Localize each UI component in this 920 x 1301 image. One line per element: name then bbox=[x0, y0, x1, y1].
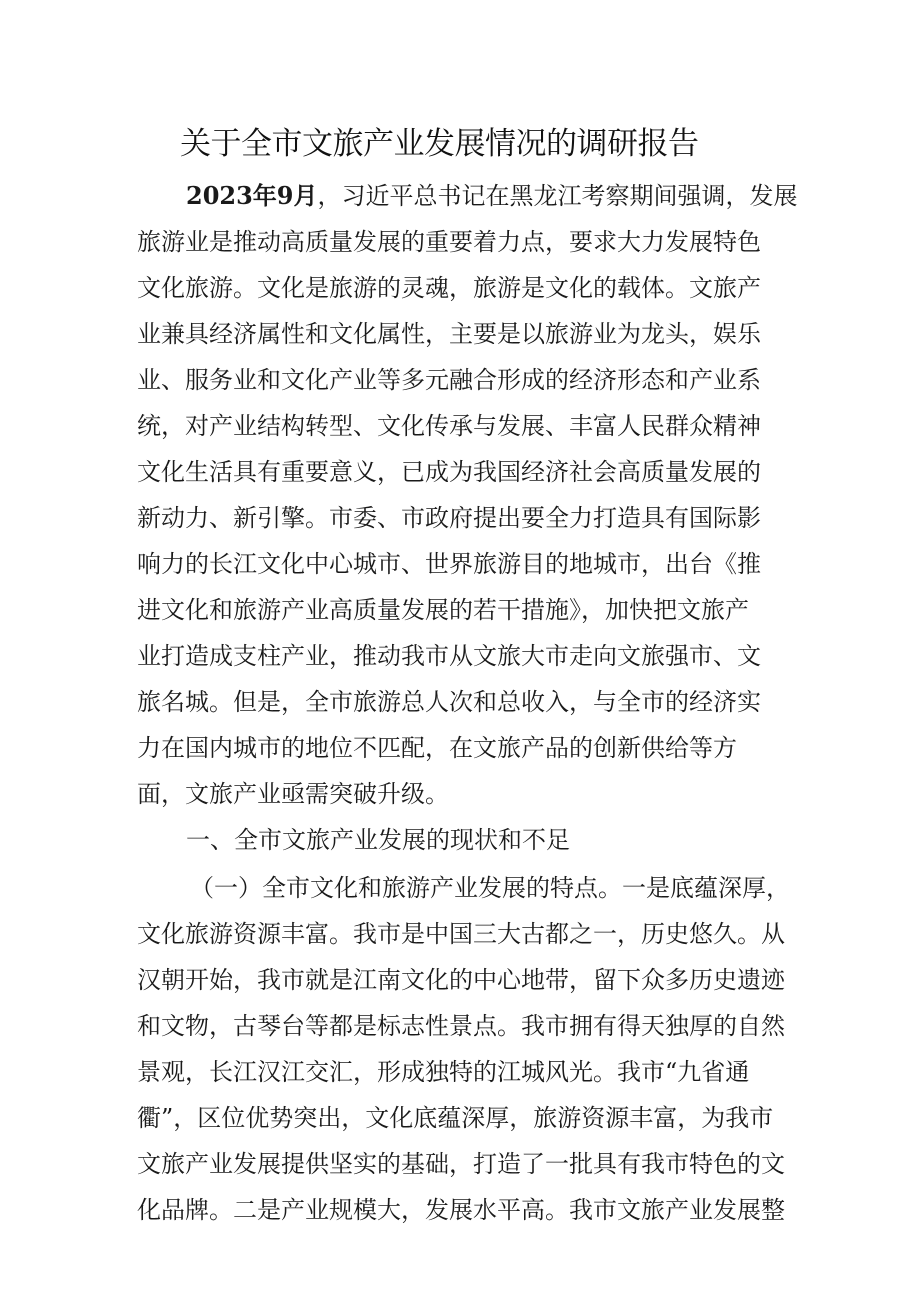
paragraph-line: 进文化和旅游产业高质量发展的若干措施》，加快把文旅产 bbox=[137, 596, 749, 624]
paragraph-line: 旅游业是推动高质量发展的重要着力点，要求大力发展特色 bbox=[137, 228, 761, 256]
paragraph-line bbox=[186, 181, 798, 211]
paragraph-line: 文旅产业发展提供坚实的基础，打造了一批具有我市特色的文 bbox=[137, 1150, 785, 1178]
paragraph-line: 业、服务业和文化产业等多元融合形成的经济形态和产业系 bbox=[137, 366, 761, 394]
date-lead: 2023年9月 bbox=[186, 181, 318, 210]
paragraph-line: 化品牌。二是产业规模大，发展水平高。我市文旅产业发展整 bbox=[137, 1196, 785, 1224]
paragraph-line: 业兼具经济属性和文化属性，主要是以旅游业为龙头，娱乐 bbox=[137, 320, 761, 348]
paragraph-line: 文化生活具有重要意义，已成为我国经济社会高质量发展的 bbox=[137, 458, 761, 486]
paragraph-line: 汉朝开始，我市就是江南文化的中心地带，留下众多历史遗迹 bbox=[137, 966, 785, 994]
subsection-line: （一）全市文化和旅游产业发展的特点。一是底蕴深厚， bbox=[190, 874, 790, 902]
paragraph-line: 新动力、新引擎。市委、市政府提出要全力打造具有国际影 bbox=[137, 504, 761, 532]
paragraph-line: 统，对产业结构转型、文化传承与发展、丰富人民群众精神 bbox=[137, 412, 761, 440]
paragraph-line: 旅名城。但是，全市旅游总人次和总收入，与全市的经济实 bbox=[137, 688, 761, 716]
document-title: 关于全市文旅产业发展情况的调研报告 bbox=[180, 126, 699, 162]
paragraph-line: 景观，长江汉江交汇，形成独特的江城风光。我市“九省通 bbox=[137, 1058, 750, 1086]
line-text: ，习近平总书记在黑龙江考察期间强调，发展 bbox=[317, 182, 798, 210]
paragraph-line: 面，文旅产业亟需突破升级。 bbox=[137, 780, 449, 808]
paragraph-line: 衢”，区位优势突出，文化底蕴深厚，旅游资源丰富，为我市 bbox=[137, 1104, 774, 1132]
paragraph-line: 和文物，古琴台等都是标志性景点。我市拥有得天独厚的自然 bbox=[137, 1012, 785, 1040]
section-heading: 一、全市文旅产业发展的现状和不足 bbox=[186, 826, 570, 854]
paragraph-line: 力在国内城市的地位不匹配，在文旅产品的创新供给等方 bbox=[137, 734, 737, 762]
paragraph-line: 文化旅游。文化是旅游的灵魂，旅游是文化的载体。文旅产 bbox=[137, 274, 761, 302]
paragraph-line: 文化旅游资源丰富。我市是中国三大古都之一，历史悠久。从 bbox=[137, 920, 785, 948]
paragraph-line: 业打造成支柱产业，推动我市从文旅大市走向文旅强市、文 bbox=[137, 642, 761, 670]
paragraph-line: 响力的长江文化中心城市、世界旅游目的地城市，出台《推 bbox=[137, 550, 761, 578]
